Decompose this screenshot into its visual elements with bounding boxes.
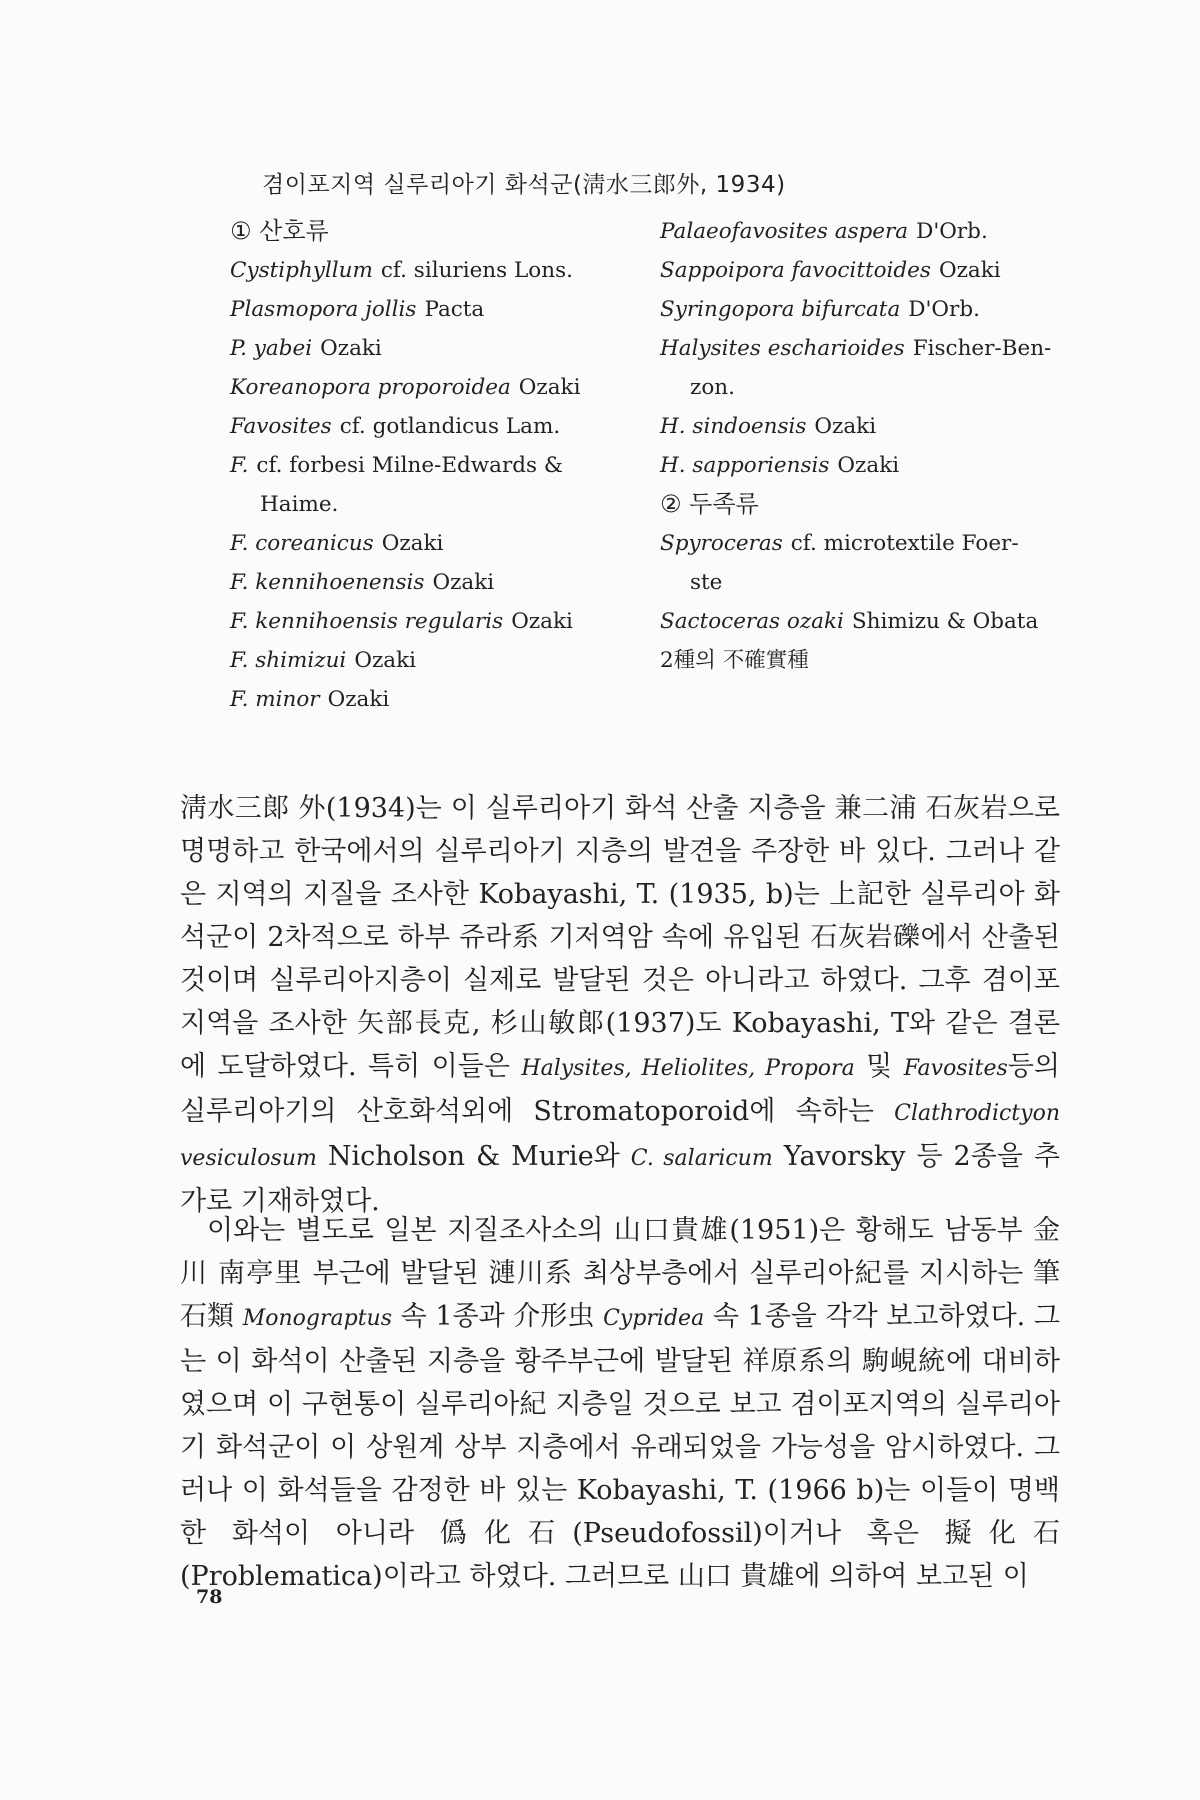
- species-entry: [230, 368, 640, 407]
- species-entry: [230, 602, 640, 641]
- species-entry: [230, 641, 640, 680]
- paragraph-1: [180, 787, 1060, 1223]
- category-heading: ② 두족류: [660, 490, 759, 518]
- list-item-continuation: ste: [690, 570, 723, 595]
- species-author: D'Orb.: [916, 219, 988, 244]
- species-author: Ozaki: [837, 453, 900, 478]
- species-author: Ozaki: [518, 375, 581, 400]
- species-entry: [660, 212, 1080, 251]
- fossil-list-right: [660, 212, 1080, 680]
- species-name: F. minor: [230, 687, 320, 712]
- species-entry: [230, 446, 640, 485]
- species-author: Ozaki: [354, 648, 416, 673]
- species-name: F. coreanicus: [230, 531, 374, 556]
- species-entry: [660, 524, 1080, 563]
- species-author: Fischer-Ben-: [912, 336, 1052, 361]
- paragraph-2: [180, 1209, 1060, 1598]
- species-name: H. sapporiensis: [660, 453, 830, 478]
- paragraph-text: Yavorsky 등 2종을 추가로 기재하였다.: [180, 1141, 1060, 1217]
- species-author: Ozaki: [327, 687, 390, 712]
- species-author: Ozaki: [432, 570, 495, 595]
- species-entry: [660, 407, 1080, 446]
- species-author: Ozaki: [511, 609, 573, 634]
- species-entry: [230, 251, 640, 290]
- genus-name: Cypridea: [603, 1306, 705, 1331]
- section-heading: 겸이포지역 실루리아기 화석군(淸水三郎外, 1934): [262, 172, 786, 198]
- species-name: H. sindoensis: [660, 414, 807, 439]
- species-entry: [660, 290, 1080, 329]
- genus-name: Favosites: [903, 1056, 1008, 1081]
- species-name: Sappoipora favocittoides: [660, 258, 931, 283]
- species-name: Cystiphyllum: [230, 258, 373, 283]
- species-entry: [230, 524, 640, 563]
- species-name: Koreanopora proporoidea: [230, 375, 511, 400]
- paragraph-text: 속 1종을 각각 보고하였다. 그는 이 화석이 산출된 지층을 황주부근에 발달된 祥原系의 駒峴統에 대비하였으며 이 구현통이 실루리아紀 지층일 것으로 보고 겸이포지역의 실루리아기 화석군이 이 상원계 상부 지층에서 유래되었을 가능성을 암시하였다. 그러나 이 화석들을 감정한 바 있는 Kobayashi, T. (1966 b)는 이들이 명백한 화석이 아니라 僞化石(Pseudofossil)이거나 혹은 擬化石(Problematica)이라고 하였다. 그러므로 山口 貴雄에 의하여 보고된 이: [180, 1301, 1060, 1592]
- paragraph-text: Nicholson & Murie와: [327, 1141, 620, 1172]
- species-name: Favosites: [230, 414, 332, 439]
- species-name: Plasmopora jollis: [230, 297, 417, 322]
- species-name: Halysites escharioides: [660, 336, 905, 361]
- species-name: Clathrodictyon vesiculosum: [180, 1101, 1060, 1171]
- list-item: 2種의 不確實種: [660, 648, 809, 673]
- species-author: cf. gotlandicus Lam.: [339, 414, 561, 439]
- species-entry: [660, 251, 1080, 290]
- species-author: cf. microtextile Foer-: [790, 531, 1019, 556]
- species-author: Ozaki: [814, 414, 877, 439]
- paragraph-text: 및: [866, 1051, 893, 1082]
- list-item-continuation: Haime.: [260, 492, 339, 517]
- species-entry: [660, 602, 1080, 641]
- fossil-list-left: [230, 212, 640, 719]
- species-author: Shimizu & Obata: [851, 609, 1039, 634]
- genus-names: Halysites, Heliolites, Propora: [521, 1056, 855, 1081]
- species-name: Spyroceras: [660, 531, 783, 556]
- genus-name: Monograptus: [242, 1306, 393, 1331]
- species-name: F. kennihoenensis: [230, 570, 425, 595]
- species-name: P. yabei: [230, 336, 313, 361]
- species-name: Syringopora bifurcata: [660, 297, 901, 322]
- paragraph-text: 이와는 별도로 일본 지질조사소의 山口貴雄(1951)은 황해도 남동부 金川 南亭里 부근에 발달된 漣川系 최상부층에서 실루리아紀를 지시하는 筆石類: [180, 1215, 1060, 1332]
- species-name: C. salaricum: [630, 1146, 773, 1171]
- species-entry: [230, 407, 640, 446]
- species-name: F.: [230, 453, 249, 478]
- species-name: F. kennihoensis regularis: [230, 609, 504, 634]
- species-entry: [660, 329, 1080, 368]
- species-entry: [230, 680, 640, 719]
- species-author: D'Orb.: [908, 297, 980, 322]
- category-heading: ① 산호류: [230, 217, 329, 245]
- paragraph-text: 속 1종과 介形虫: [400, 1301, 595, 1332]
- species-name: F. shimizui: [230, 648, 347, 673]
- species-author: Pacta: [424, 297, 485, 322]
- species-name: Sactoceras ozaki: [660, 609, 844, 634]
- page-number: 78: [196, 1586, 223, 1608]
- species-author: Ozaki: [381, 531, 444, 556]
- species-author: Ozaki: [320, 336, 382, 361]
- species-entry: [230, 290, 640, 329]
- list-item-continuation: zon.: [690, 375, 735, 400]
- paragraph-text: 淸水三郞 外(1934)는 이 실루리아기 화석 산출 지층을 兼二浦 石灰岩으로 명명하고 한국에서의 실루리아기 지층의 발견을 주장한 바 있다. 그러나 같은 지역의 지질을 조사한 Kobayashi, T. (1935, b)는 上記한 실루리아 화석군이 2차적으로 하부 쥬라系 기저역암 속에 유입된 石灰岩礫에서 산출된 것이며 실루리아지층이 실제로 발달된 것은 아니라고 하였다. 그후 겸이포지역을 조사한 矢部長克, 杉山敏郞(1937)도 Kobayashi, T와 같은 결론에 도달하였다. 특히 이들은: [180, 793, 1060, 1082]
- species-entry: [230, 563, 640, 602]
- species-author: Ozaki: [938, 258, 1001, 283]
- species-entry: [230, 329, 640, 368]
- paragraph-text: 등의 실루리아기의 산호화석외에 Stromatoporoid에 속하는: [180, 1051, 1060, 1127]
- species-entry: [660, 446, 1080, 485]
- species-name: Palaeofavosites aspera: [660, 219, 909, 244]
- species-author: cf. siluriens Lons.: [380, 258, 573, 283]
- species-author: cf. forbesi Milne-Edwards &: [256, 453, 564, 478]
